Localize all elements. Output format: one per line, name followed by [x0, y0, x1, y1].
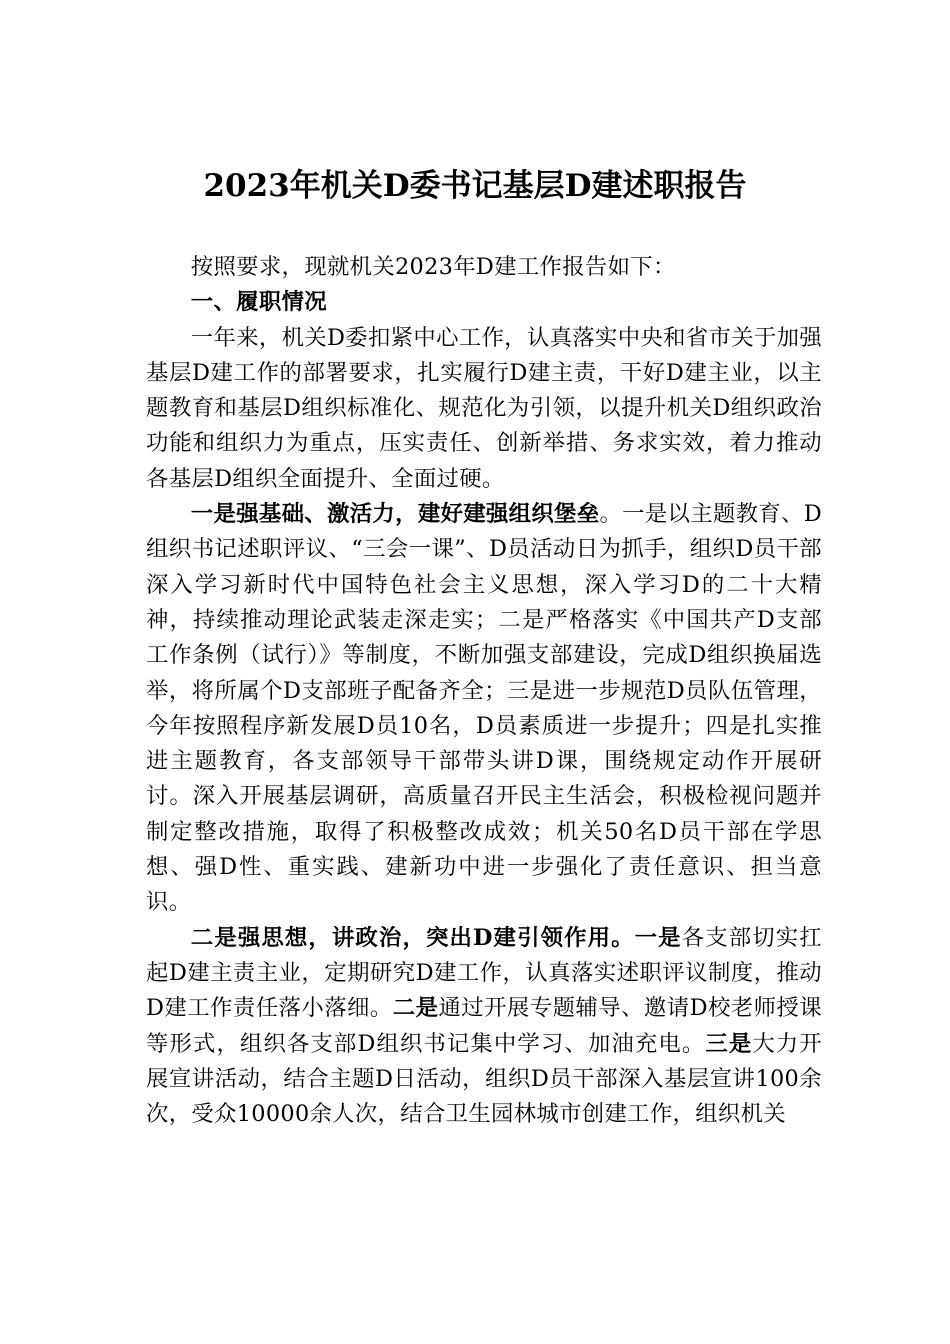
paragraph-overview: 一年来，机关D委扣紧中心工作，认真落实中央和省市关于加强基层D建工作的部署要求，扎实履行D建主责，干好D建主业，以主题教育和基层D组织标准化、规范化为引领，以提升机关D组织政治功能和组织力为重点，压实责任、创新举措、务求实效，着力推动各基层D组织全面提升、全面过硬。: [146, 324, 822, 492]
list-marker: 三是: [705, 1030, 753, 1057]
paragraph-text: 通过开展专题辅导、邀请D校老师授课等形式，组织各支部D组织书记集中学习、加油充电。: [146, 995, 822, 1057]
section-heading: 一、履职情况: [190, 289, 327, 316]
paragraph-foundation: [146, 497, 822, 921]
document-body: [146, 250, 822, 1132]
paragraph-lead: 二是强思想，讲政治，突出D建引领作用。: [190, 924, 635, 951]
document-title: 2023年机关D委书记基层D建述职报告: [203, 168, 747, 204]
paragraph-lead: 一是强基础、激活力，建好建强组织堡垒: [190, 501, 600, 528]
intro-paragraph: 按照要求，现就机关2023年D建工作报告如下：: [190, 254, 676, 280]
paragraph-ideology: [146, 921, 822, 1133]
paragraph-text: 。一是以主题教育、D组织书记述职评议、“三会一课”、D员活动日为抓手，组织D员干部深入学习新时代中国特色社会主义思想，深入学习D的二十大精神，持续推动理论武装走深走实；二是严格落实《中国共产D支部工作条例（试行）》等制度，不断加强支部建设，完成D组织换届选举，将所属个D支部班子配备齐全；三是进一步规范D员队伍管理，今年按照程序新发展D员10名，D员素质进一步提升；四是扎实推进主题教育，各支部领导干部带头讲D课，围绕规定动作开展研讨。深入开展基层调研，高质量召开民主生活会，积极检视问题并制定整改措施，取得了积极整改成效；机关50名D员干部在学思想、强D性、重实践、建新功中进一步强化了责任意识、担当意识。: [146, 501, 823, 916]
list-marker: 一是: [634, 924, 682, 951]
paragraph-text: 各支部切实扛起D建主责主业，定期研究D建工作，认真落实述职评议制度，推动D建工作责任落小落细。: [146, 924, 822, 1022]
list-marker: 二是: [392, 995, 439, 1022]
paragraph-text: 大力开展宣讲活动，结合主题D日活动，组织D员干部深入基层宣讲100余次，受众10000余人次，结合卫生园林城市创建工作，组织机关: [146, 1030, 822, 1128]
